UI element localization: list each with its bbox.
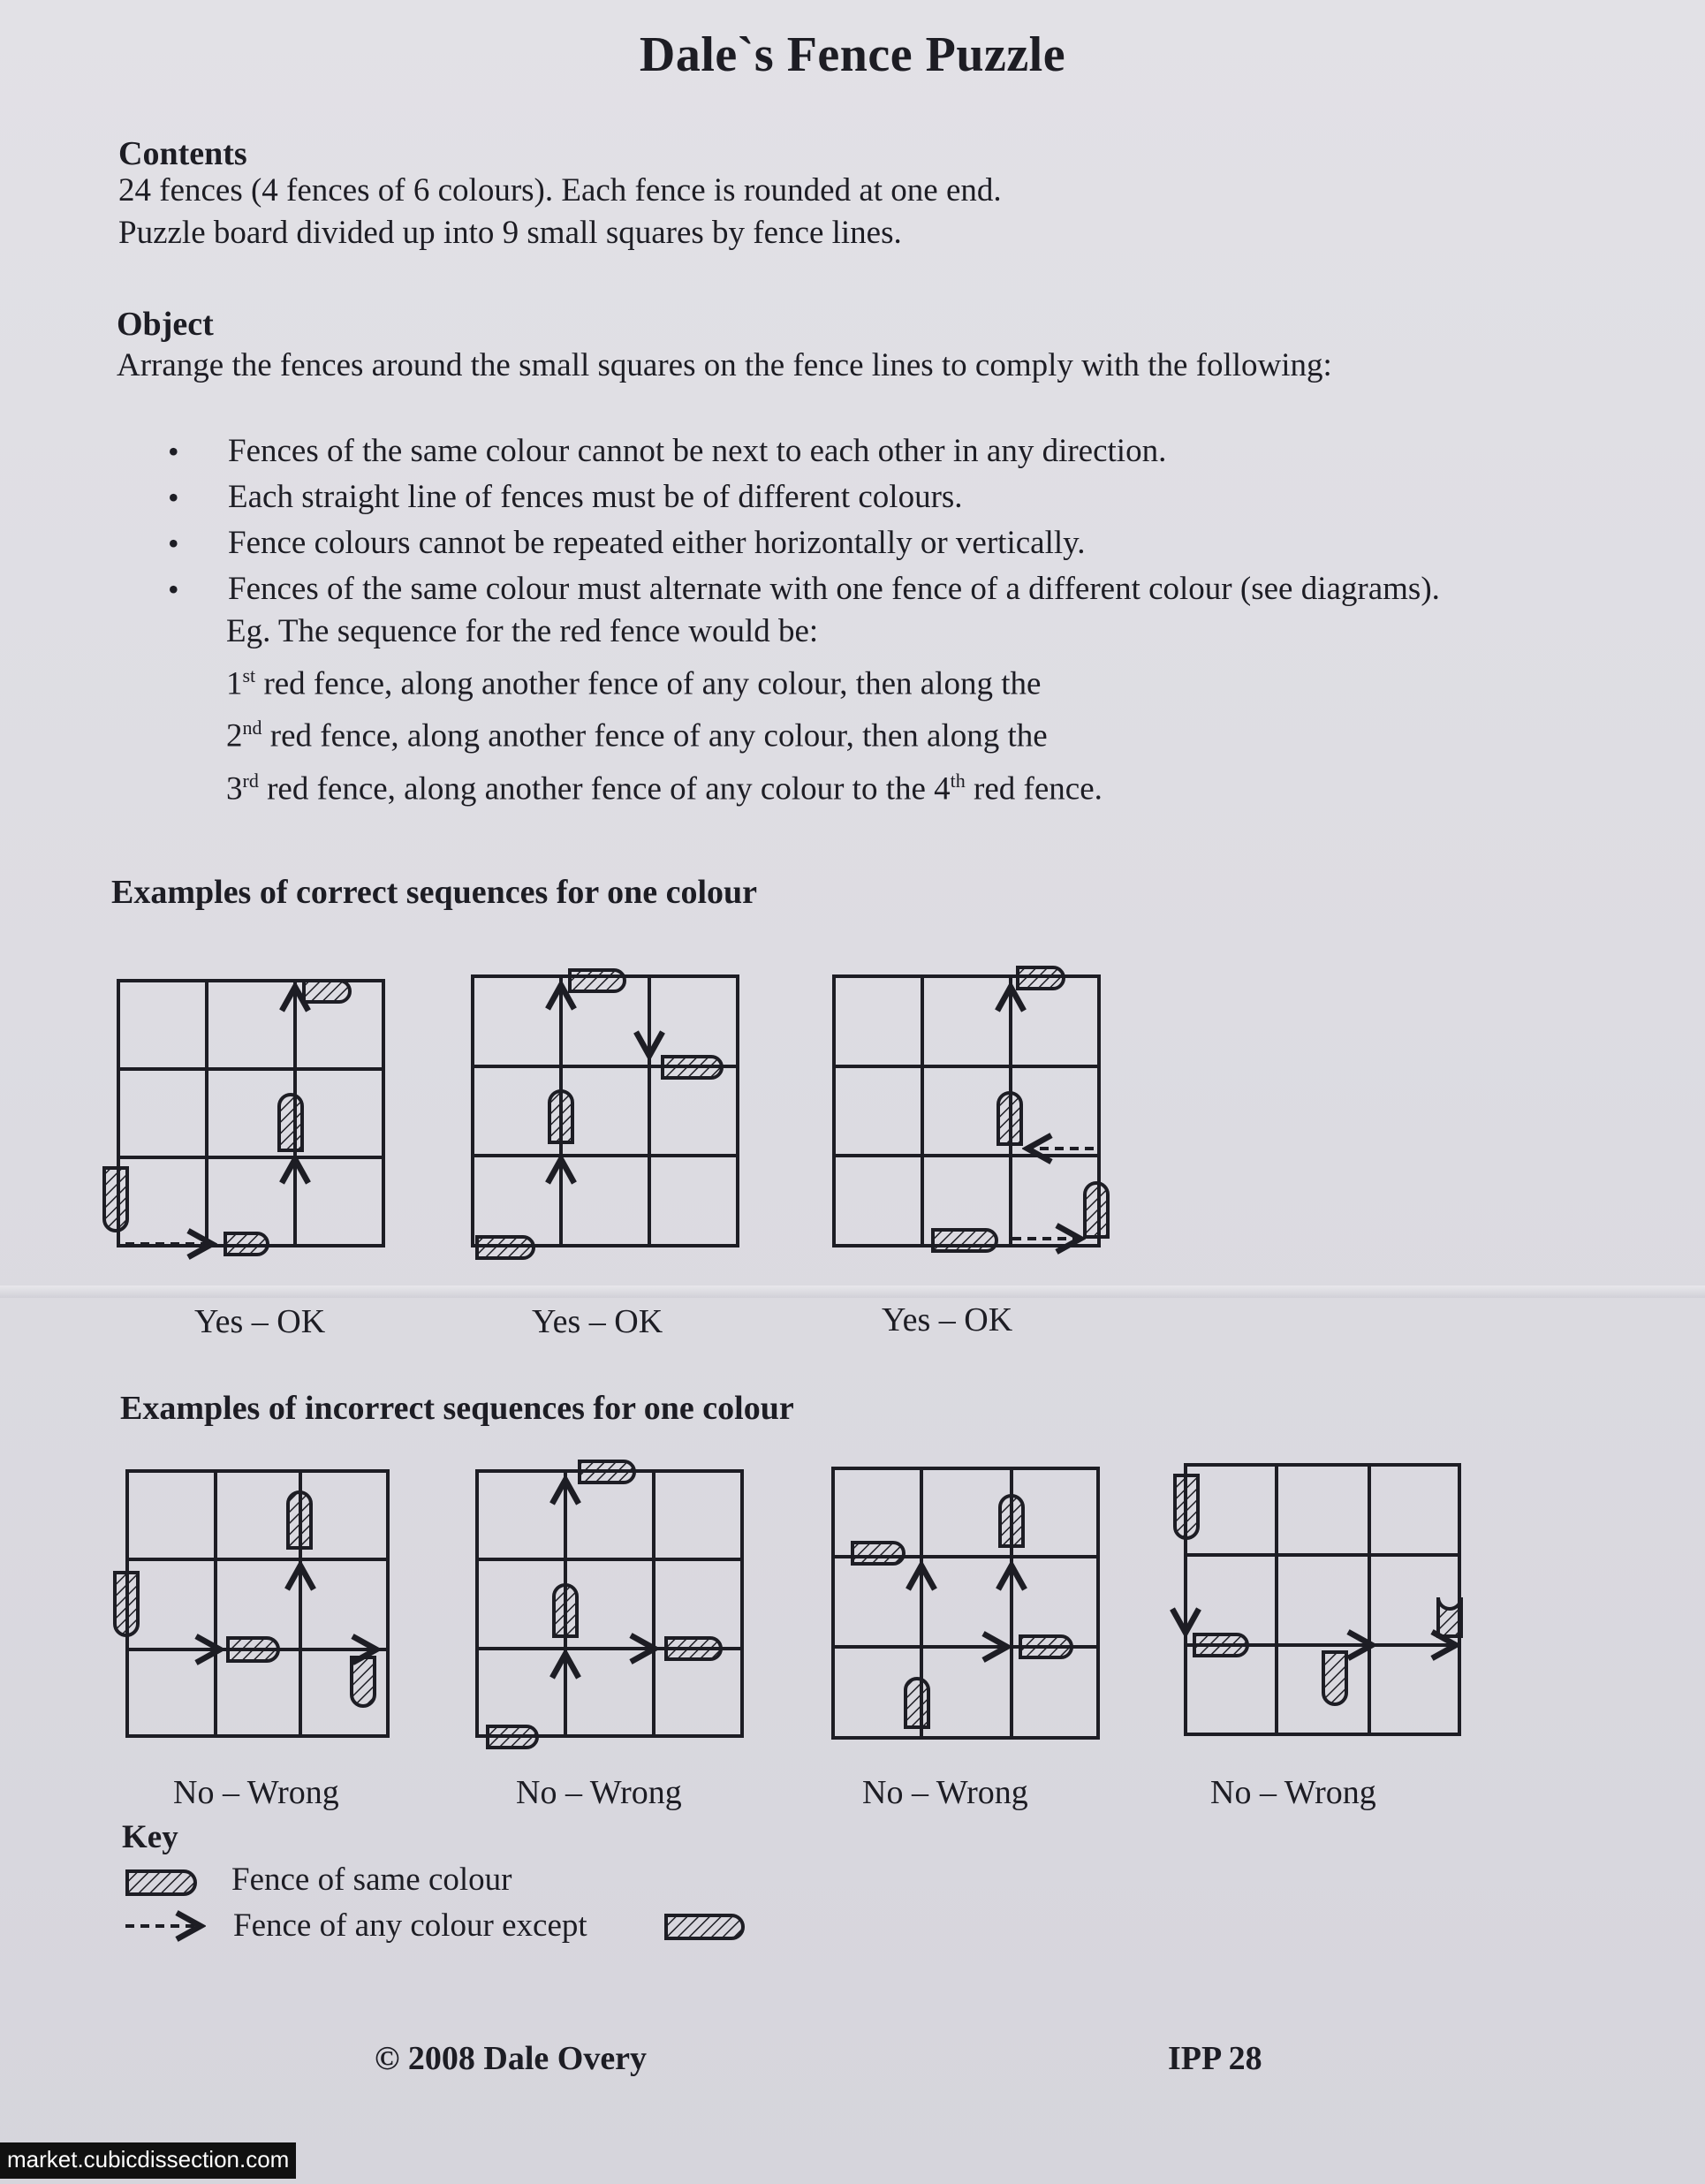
correct-diagram-3 [813,954,1140,1272]
rule-item: • Fences of the same colour must alternate with one fence of a different colour (see diagrams). [168,566,1440,612]
red-fence-example [226,610,1103,811]
correct-caption-1: Yes – OK [194,1303,326,1340]
incorrect-diagram-1 [104,1449,413,1740]
incorrect-heading: Examples of incorrect sequences for one colour [120,1390,794,1427]
rule-item: • Fences of the same colour cannot be next to each other in any direction. [168,428,1440,474]
key-any-colour: Fence of any colour except [233,1907,587,1944]
copyright: © 2008 Dale Overy [375,2040,648,2077]
incorrect-caption-1: No – Wrong [173,1774,339,1811]
rule-item: • Fence colours cannot be repeated either horizontally or vertically. [168,520,1440,566]
rule-item: • Each straight line of fences must be of different colours. [168,474,1440,520]
key-fence-except-icon [661,1908,754,1945]
sequence-line-2: 2nd red fence, along another fence of any colour, then along the [226,717,1048,755]
incorrect-diagram-2 [459,1449,769,1749]
correct-heading: Examples of correct sequences for one colour [111,874,757,911]
paper-fold [0,1285,1705,1298]
key-heading: Key [122,1819,178,1855]
correct-caption-2: Yes – OK [532,1303,663,1340]
contents-heading: Contents [118,135,247,172]
contents-line-1: 24 fences (4 fences of 6 colours). Each fence is rounded at one end. [118,172,1002,209]
contents-line-2: Puzzle board divided up into 9 small squares by fence lines. [118,215,902,251]
object-intro: Arrange the fences around the small squares on the fence lines to comply with the following: [117,347,1332,383]
rules-list [168,428,1440,612]
page-title: Dale`s Fence Puzzle [639,27,1066,82]
incorrect-caption-3: No – Wrong [862,1774,1028,1811]
incorrect-diagram-3 [817,1449,1126,1749]
correct-caption-3: Yes – OK [882,1301,1013,1338]
correct-diagram-1 [99,954,399,1272]
key-fence-icon [122,1864,207,1900]
key-same-colour: Fence of same colour [231,1862,512,1898]
object-heading: Object [117,306,214,343]
sequence-line-1: 1st red fence, along another fence of any colour, then along the [226,664,1042,702]
sequence-line-3: 3rd red fence, along another fence of any colour to the 4th red fence. [226,769,1103,807]
correct-diagram-2 [451,954,769,1272]
incorrect-caption-4: No – Wrong [1210,1774,1376,1811]
incorrect-diagram-4 [1157,1449,1493,1749]
key-arrow-icon [122,1908,207,1944]
watermark: market.cubicdissection.com [0,2142,296,2179]
example-intro: Eg. The sequence for the red fence would be: [226,613,819,649]
page-number: IPP 28 [1168,2040,1262,2077]
incorrect-caption-2: No – Wrong [516,1774,682,1811]
